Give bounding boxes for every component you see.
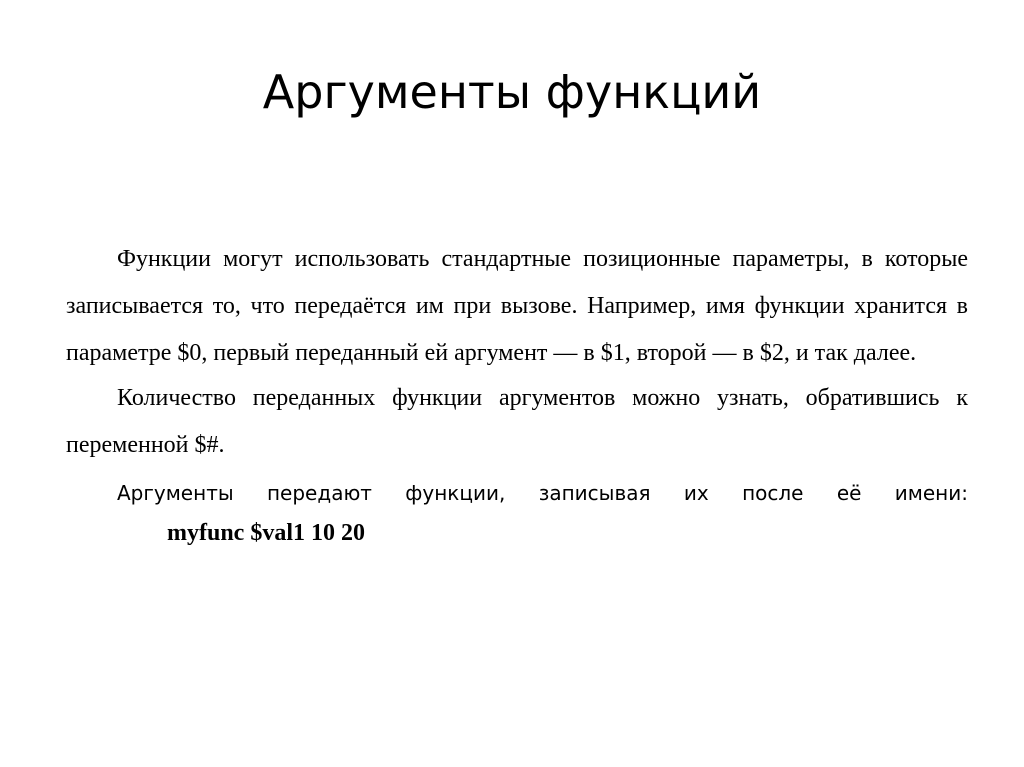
paragraph-passing-arguments: Аргументы передают функции, записывая их после её имени:: [117, 481, 968, 505]
slide-body: [66, 236, 968, 553]
paragraph-positional-params: Функции могут использовать стандартные позиционные параметры, в которые записывается то, что передаётся им при вызове. Например, имя функции хранится в параметре $0, первый переданный ей аргумент — в $1, второй — в $2, и так далее.: [66, 246, 968, 366]
code-example: myfunc $val1 10 20: [167, 520, 365, 546]
slide-title: Аргументы функций: [262, 65, 762, 119]
paragraph-argument-count: Количество переданных функции аргументов можно узнать, обратившись к переменной $#.: [66, 385, 968, 458]
